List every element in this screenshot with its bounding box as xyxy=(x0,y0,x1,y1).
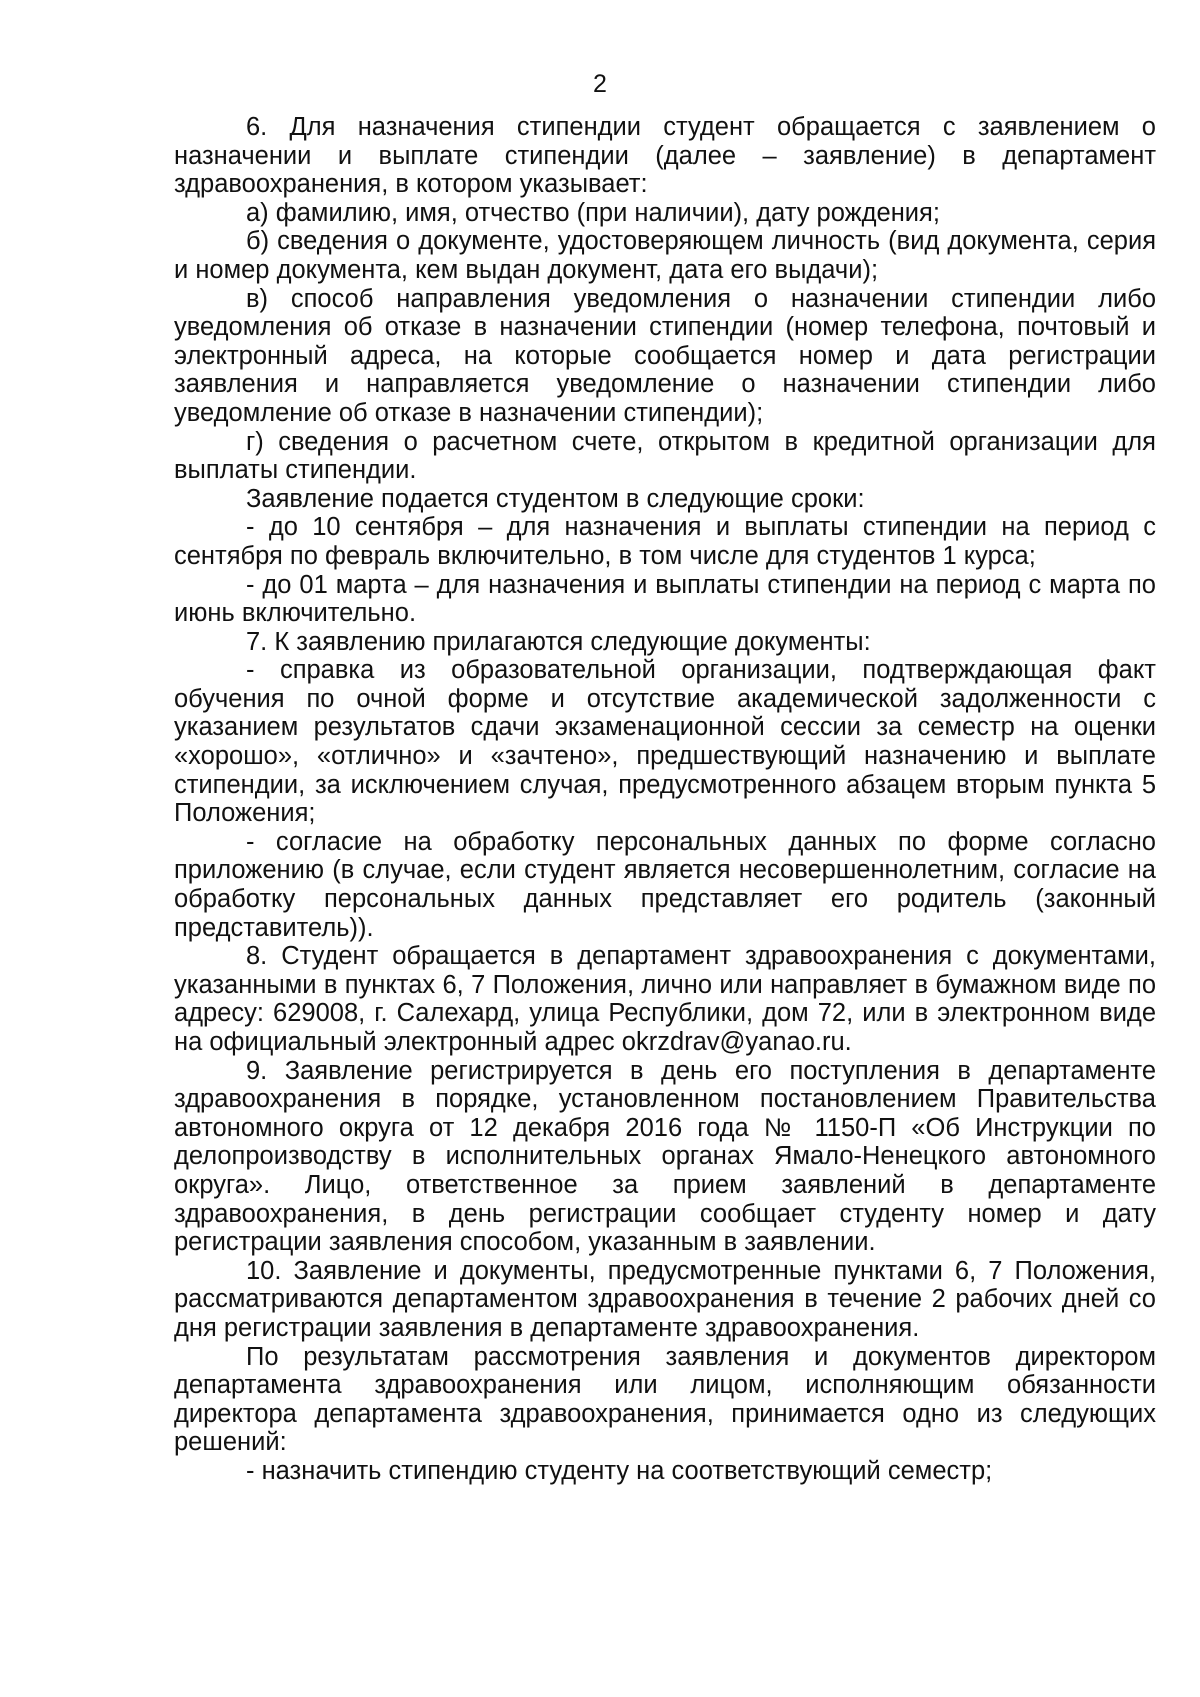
page-number: 2 xyxy=(593,70,607,98)
paragraph-10-decision-intro: По результатам рассмотрения заявления и документов директором департамента здравоохранения или лицом, исполняющим обязанности директора департамента здравоохранения, принимается одно из следующих решений: xyxy=(174,1342,1156,1457)
paragraph-deadline-september: - до 10 сентября – для назначения и выплаты стипендии на период с сентября по февраль включительно, в том числе для студентов 1 курса; xyxy=(174,513,1156,570)
paragraph-10-decision-assign: - назначить стипендию студенту на соответствующий семестр; xyxy=(246,1456,993,1485)
paragraph-7: 7. К заявлению прилагаются следующие документы: xyxy=(246,627,871,656)
paragraph-deadlines-intro: Заявление подается студентом в следующие сроки: xyxy=(246,484,865,513)
paragraph-6: 6. Для назначения стипендии студент обращается с заявлением о назначении и выплате стипендии (далее – заявление) в департамент здравоохранения, в котором указывает: xyxy=(174,113,1156,199)
paragraph-6a: а) фамилию, имя, отчество (при наличии), дату рождения; xyxy=(246,198,940,227)
paragraph-6v: в) способ направления уведомления о назначении стипендии либо уведомления об отказе в назначении стипендии (номер телефона, почтовый и электронный адреса, на которые сообщается номер и дата регистрации заявления и направляется уведомление о назначении стипендии либо уведомление об отказе в назначении стипендии); xyxy=(174,284,1156,427)
paragraph-8: 8. Студент обращается в департамент здравоохранения с документами, указанными в пунктах 6, 7 Положения, лично или направляет в бумажном виде по адресу: 629008, г. Салехард, улица Республики, дом 72, или в электронном виде на официальный электронный адрес okrzdrav@yanao.ru. xyxy=(174,942,1156,1056)
paragraph-9: 9. Заявление регистрируется в день его поступления в департаменте здравоохранения в порядке, установленном постановлением Правительства автономного округа от 12 декабря 2016 года № 1150-П «Об Инструкции по делопроизводству в исполнительных органах Ямало-Ненецкого автономного округа». Лицо, ответственное за прием заявлений в департаменте здравоохранения, в день регистрации сообщает студенту номер и дату регистрации заявления способом, указанным в заявлении. xyxy=(174,1056,1156,1257)
paragraph-10: 10. Заявление и документы, предусмотренные пунктами 6, 7 Положения, рассматриваются департаментом здравоохранения в течение 2 рабочих дней со дня регистрации заявления в департаменте здравоохранения. xyxy=(174,1256,1156,1342)
paragraph-6g: г) сведения о расчетном счете, открытом в кредитной организации для выплаты стипендии. xyxy=(174,427,1156,485)
document-body xyxy=(174,113,1156,1486)
paragraph-7-certificate: - справка из образовательной организации, подтверждающая факт обучения по очной форме и отсутствие академической задолженности с указанием результатов сдачи экзаменационной сессии за семестр на оценки «хорошо», «отлично» и «зачтено», предшествующий назначению и выплате стипендии, за исключением случая, предусмотренного абзацем вторым пункта 5 Положения; xyxy=(174,656,1156,828)
paragraph-deadline-march: - до 01 марта – для назначения и выплаты стипендии на период с марта по июнь включительно. xyxy=(174,570,1156,628)
paragraph-7-consent: - согласие на обработку персональных данных по форме согласно приложению (в случае, если студент является несовершеннолетним, согласие на обработку персональных данных представляет его родитель (законный представитель)). xyxy=(174,827,1156,942)
paragraph-6b: б) сведения о документе, удостоверяющем личность (вид документа, серия и номер документа, кем выдан документ, дата его выдачи); xyxy=(174,227,1156,284)
